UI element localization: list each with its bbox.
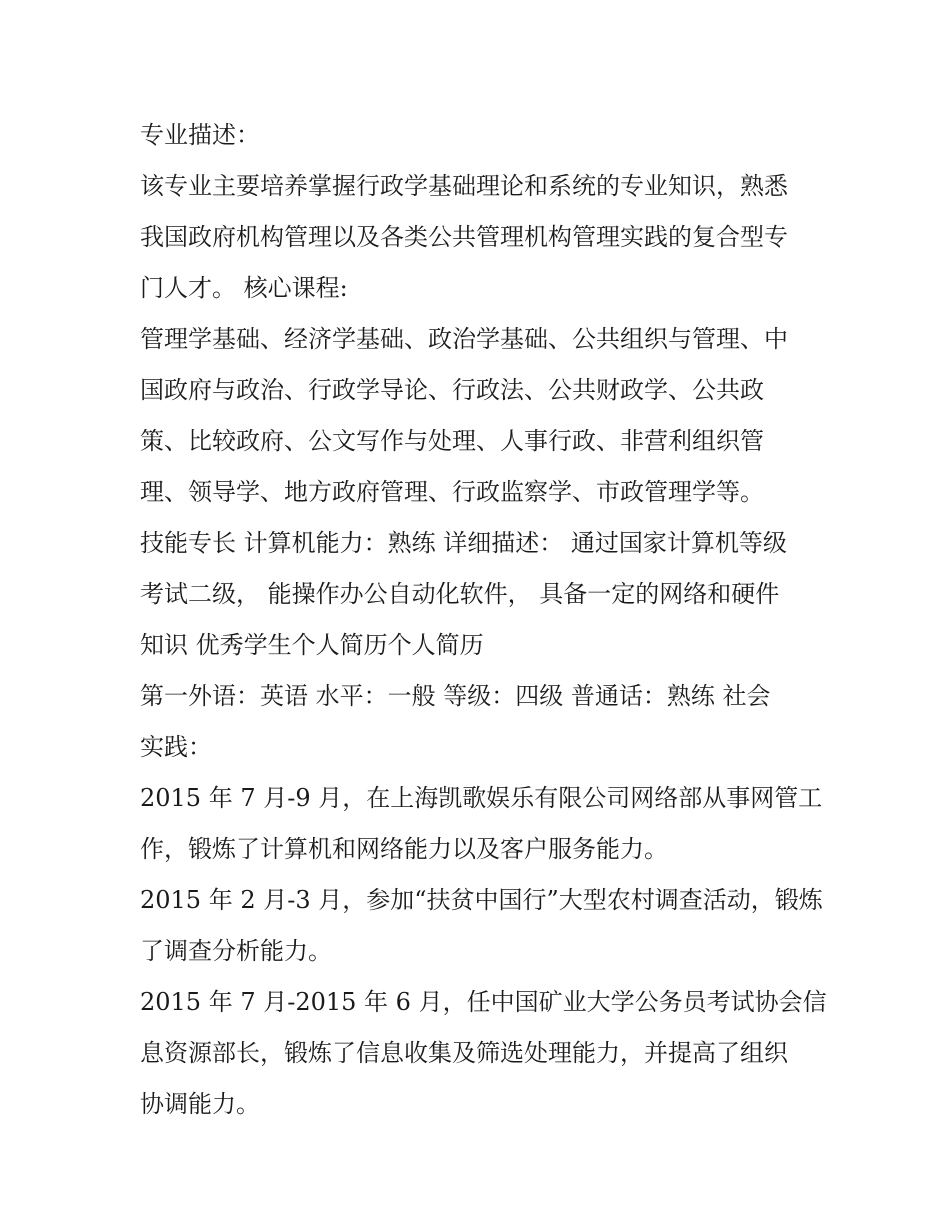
text-line: 知识 优秀学生个人简历个人简历	[140, 631, 484, 659]
text-line: 策、比较政府、公文写作与处理、人事行政、非营利组织管	[140, 427, 764, 455]
text-line: 该专业主要培养掌握行政学基础理论和系统的专业知识，熟悉	[140, 172, 788, 200]
text-line: 协调能力。	[140, 1090, 260, 1118]
text-line: 2015 年 7 月-9 月，在上海凯歌娱乐有限公司网络部从事网管工	[140, 784, 823, 812]
text-line: 2015 年 2 月-3 月，参加“扶贫中国行”大型农村调查活动，锻炼	[140, 886, 823, 914]
text-line: 管理学基础、经济学基础、政治学基础、公共组织与管理、中	[140, 325, 788, 353]
text-line: 国政府与政治、行政学导论、行政法、公共财政学、公共政	[140, 376, 764, 404]
document-body	[140, 110, 827, 1130]
text-line: 技能专长 计算机能力：熟练 详细描述： 通过国家计算机等级	[140, 529, 787, 557]
text-line: 了调查分析能力。	[140, 937, 332, 965]
text-line: 第一外语：英语 水平：一般 等级：四级 普通话：熟练 社会	[140, 682, 771, 710]
text-line: 我国政府机构管理以及各类公共管理机构管理实践的复合型专	[140, 223, 788, 251]
text-line: 门人才。 核心课程:	[140, 274, 348, 302]
text-line: 息资源部长，锻炼了信息收集及筛选处理能力，并提高了组织	[140, 1039, 788, 1067]
heading-major-description: 专业描述：	[140, 121, 260, 149]
text-line: 考试二级， 能操作办公自动化软件， 具备一定的网络和硬件	[140, 580, 780, 608]
text-line: 理、领导学、地方政府管理、行政监察学、市政管理学等。	[140, 478, 764, 506]
text-line: 作，锻炼了计算机和网络能力以及客户服务能力。	[140, 835, 668, 863]
text-line: 实践：	[140, 733, 212, 761]
text-line: 2015 年 7 月-2015 年 6 月，任中国矿业大学公务员考试协会信	[140, 988, 827, 1016]
